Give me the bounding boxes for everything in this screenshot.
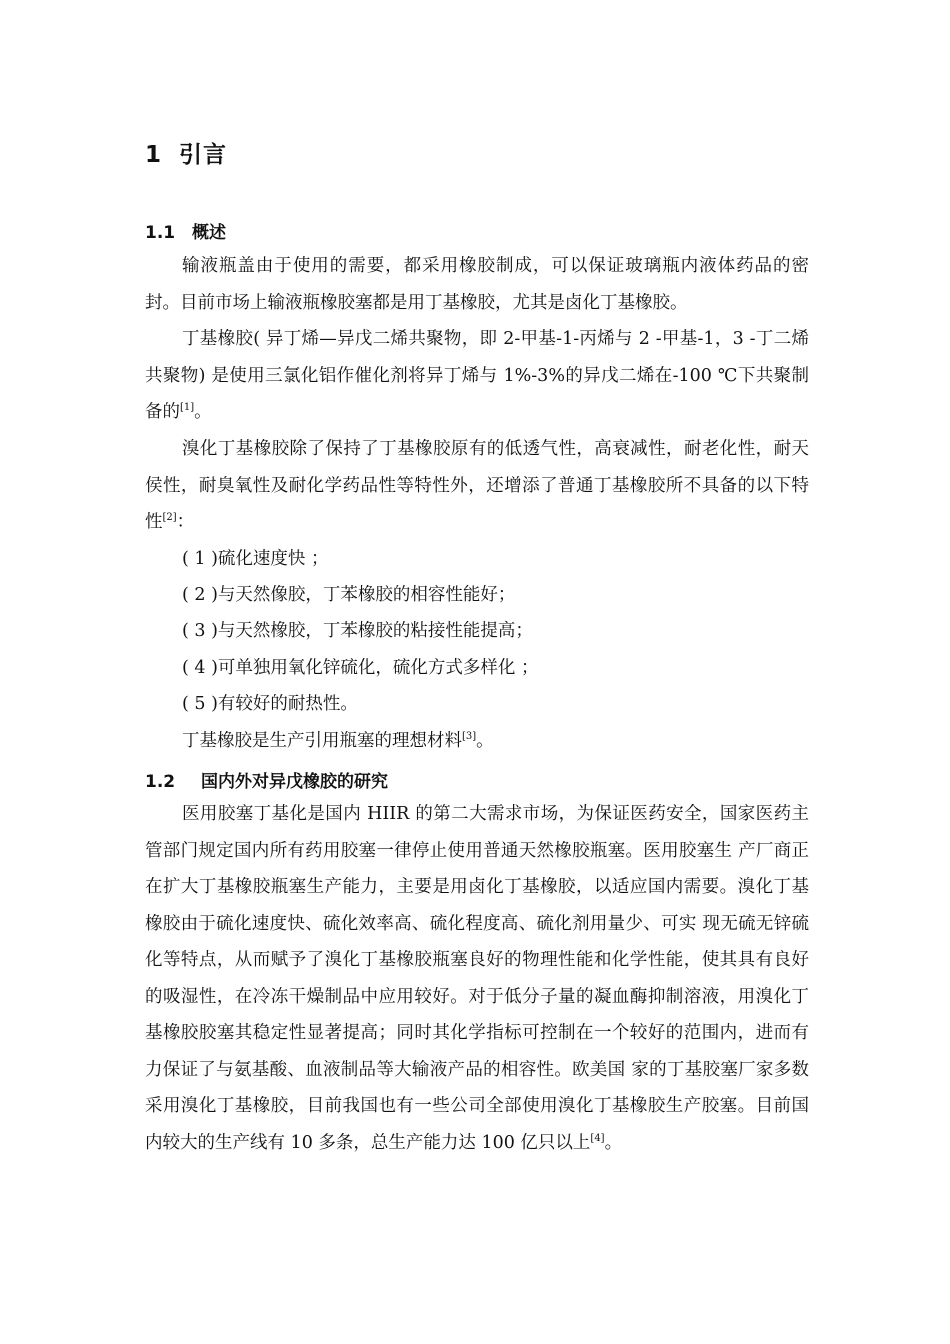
- paragraph-text: 丁基橡胶( 异丁烯—异戊二烯共聚物，即 2-甲基-1-丙烯与 2 -甲基-1，3 -丁二烯共聚物) 是使用三氯化铝作催化剂将异丁烯与 1%-3%的异戊二烯在-100 ℃下共聚制备的: [145, 329, 809, 422]
- citation: [3]: [462, 731, 477, 743]
- citation: [2]: [162, 512, 177, 524]
- paragraph-4: [145, 796, 809, 1161]
- section-number: 1.2: [145, 772, 176, 792]
- paragraph-text: 输液瓶盖由于使用的需要，都采用橡胶制成，可以保证玻璃瓶内液体药品的密封。目前市场上输液瓶橡胶塞都是用丁基橡胶，尤其是卤化丁基橡胶。: [145, 256, 809, 313]
- citation: [4]: [590, 1132, 605, 1144]
- list-item: ( 4 )可单独用氧化锌硫化，硫化方式多样化 ；: [182, 658, 539, 678]
- paragraph-tail: ：: [176, 512, 195, 532]
- chapter-title: 引言: [179, 142, 227, 168]
- list-item: ( 3 )与天然橡胶，丁苯橡胶的粘接性能提高；: [182, 621, 533, 641]
- paragraph-text: 溴化丁基橡胶除了保持了丁基橡胶原有的低透气性，高衰减性，耐老化性，耐天侯性，耐臭氧性及耐化学药品性等特性外，还增添了普通丁基橡胶所不具备的以下特性: [145, 439, 809, 532]
- paragraph-tail: 。: [194, 402, 212, 422]
- section-number: 1.1: [145, 223, 176, 243]
- paragraph-3: [145, 431, 809, 541]
- paragraph-text: 医用胶塞丁基化是国内 HIIR 的第二大需求市场，为保证医药安全，国家医药主管部门规定国内所有药用胶塞一律停止使用普通天然橡胶瓶塞。医用胶塞生 产厂商正在扩大丁基橡胶瓶塞生产能力，主要是用卤化丁基橡胶，以适应国内需要。溴化丁基橡胶由于硫化速度快、硫化效率高、硫化程度高、硫化剂用量少、可实 现无硫无锌硫化等特点，从而赋予了溴化丁基橡胶瓶塞良好的物理性能和化学性能，使其具有良好的吸湿性，在冷冻干燥制品中应用较好。对于低分子量的凝血酶抑制溶液，用溴化丁基橡胶胶塞其稳定性显著提高；同时其化学指标可控制在一个较好的范围内，进而有力保证了与氨基酸、血液制品等大输液产品的相容性。欧美国 家的丁基胶塞厂家多数采用溴化丁基橡胶，目前我国也有一些公司全部使用溴化丁基橡胶生产胶塞。目前国内较大的生产线有 10 多条，总生产能力达 100 亿只以上: [145, 804, 809, 1153]
- section-heading-1-2: [145, 767, 388, 792]
- section-title: 国内外对异戊橡胶的研究: [201, 772, 388, 792]
- paragraph-text: 丁基橡胶是生产引用瓶塞的理想材料: [182, 731, 462, 751]
- chapter-heading: [145, 136, 227, 169]
- paragraph-tail: 。: [604, 1132, 623, 1153]
- paragraph-tail: 。: [476, 731, 494, 751]
- list-item: ( 1 )硫化速度快 ；: [182, 549, 329, 569]
- list-item: ( 2 )与天然像胶，丁苯橡胶的相容性能好；: [182, 585, 516, 605]
- list-item: ( 5 )有较好的耐热性。: [182, 694, 358, 714]
- section-title: 概述: [192, 223, 226, 243]
- section-heading-1-1: [145, 218, 226, 243]
- paragraph-1: [145, 248, 809, 321]
- closing-line: [145, 723, 809, 760]
- citation: [1]: [180, 402, 195, 414]
- paragraph-2: [145, 321, 809, 431]
- chapter-number: 1: [145, 142, 163, 168]
